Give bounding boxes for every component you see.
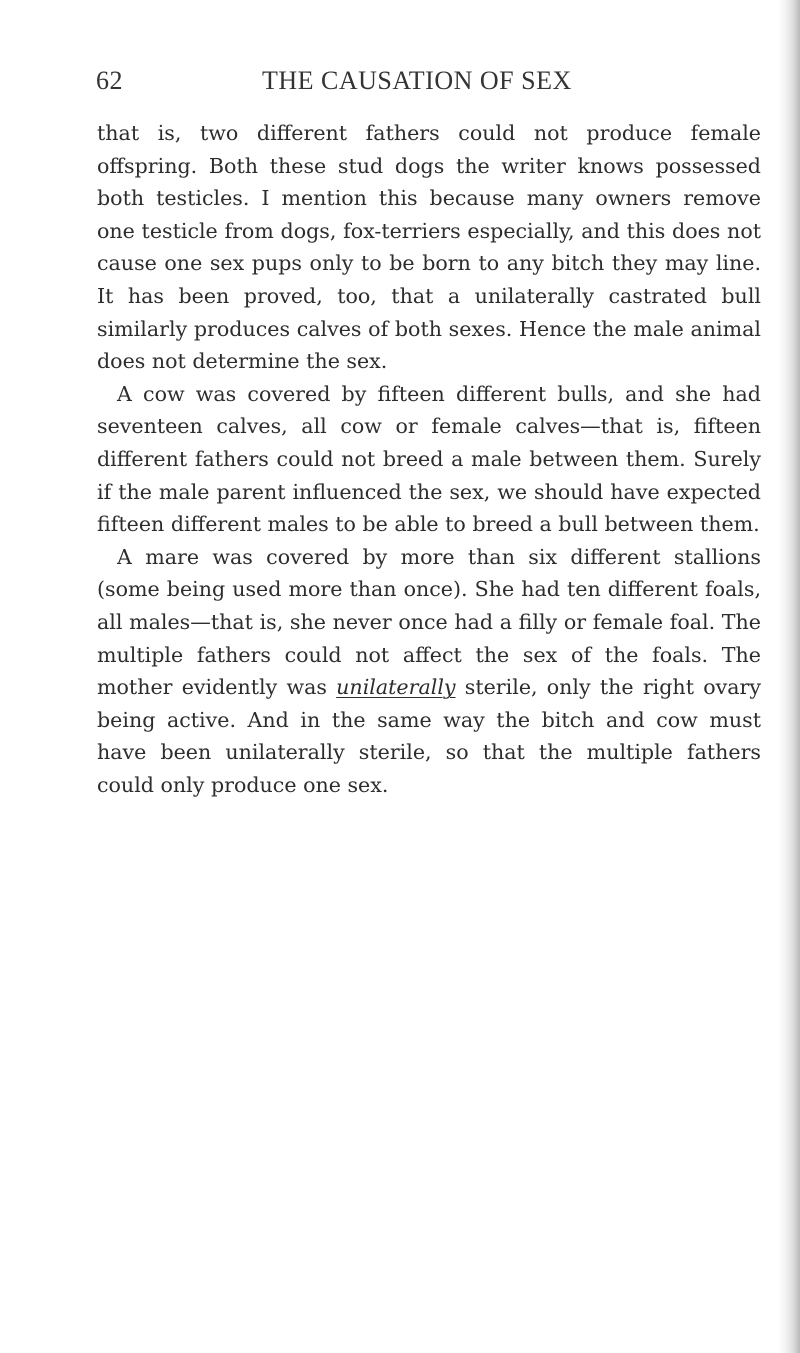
paragraph-3 [97,541,761,802]
body-text [97,117,761,801]
emphasized-word: unilaterally [336,675,456,700]
paragraph-3-text-start: A mare was covered by more than six different stallions (some being used more than once). She had ten different foals, all males—that is, she never once had a filly or female foal. The multiple fathers could not affect the sex of the foals. The mother evidently was [97,544,761,700]
running-head [96,66,756,106]
page-header-title: THE CAUSATION OF SEX [262,66,572,95]
page-number: 62 [96,66,123,95]
page-edge-shadow [778,0,800,1353]
paragraph-3-text-end: sterile, only the right ovary being active. And in the same way the bitch and cow must have been unilaterally sterile, so that the multiple fathers could only produce one sex. [97,675,761,797]
paragraph-1: that is, two different fathers could not produce female offspring. Both these stud dogs the writer knows possessed both testicles. I mention this because many owners remove one testicle from dogs, fox-terriers especially, and this does not cause one sex pups only to be born to any bitch they may line. It has been proved, too, that a unilaterally castrated bull similarly produces calves of both sexes. Hence the male animal does not determine the sex. [97,121,761,374]
paragraph-2: A cow was covered by fifteen different bulls, and she had seventeen calves, all cow or female calves—that is, fifteen different fathers could not breed a male between them. Surely if the male parent influenced the sex, we should have expected fifteen different males to be able to breed a bull between them. [97,381,761,537]
